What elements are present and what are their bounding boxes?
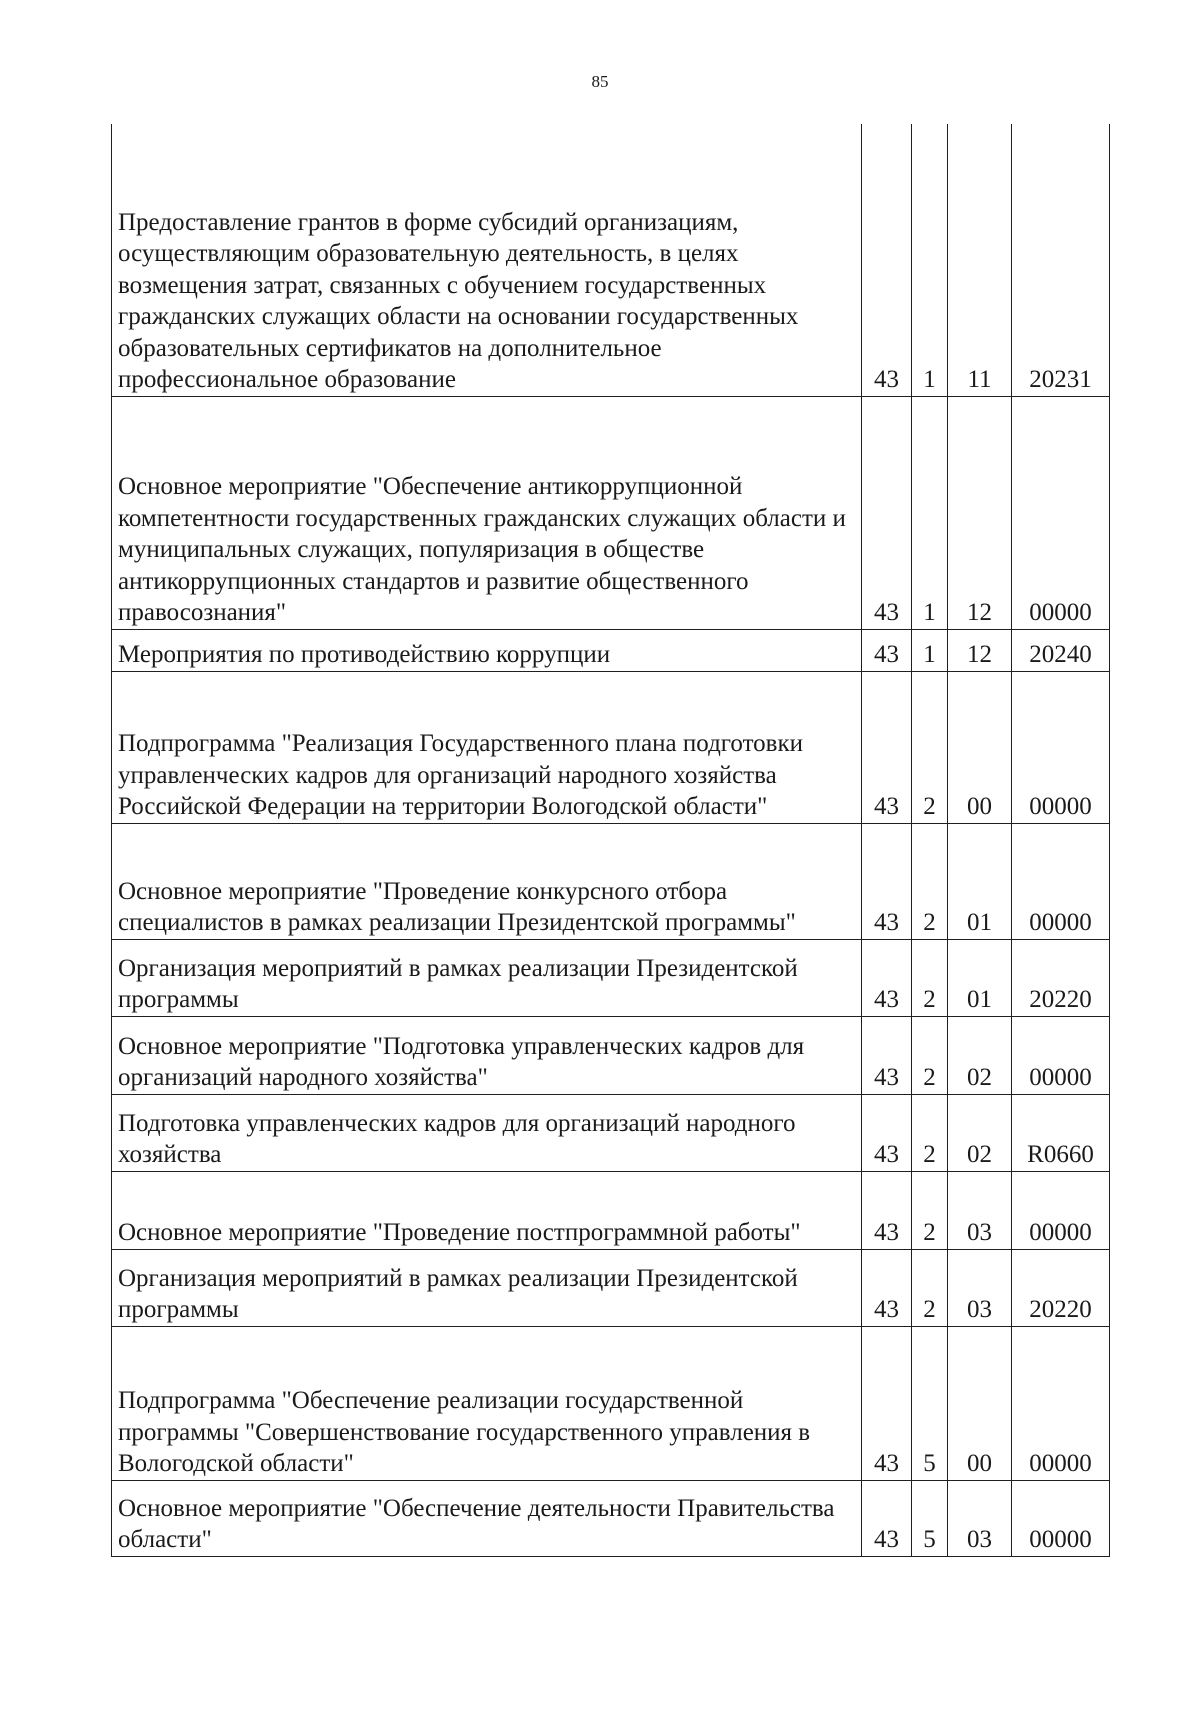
row-name-cell bbox=[112, 124, 862, 396]
code-direction: 20220 bbox=[1012, 1249, 1110, 1326]
row-name: Основное мероприятие "Обеспечение деятельности Правительства области" bbox=[118, 1494, 835, 1553]
row-name-cell bbox=[112, 823, 862, 939]
budget-classification-table bbox=[111, 124, 1110, 1557]
code-direction: 20240 bbox=[1012, 629, 1110, 671]
row-name-cell bbox=[112, 1016, 862, 1094]
code-program: 1 bbox=[912, 124, 948, 396]
row-name-cell bbox=[112, 1249, 862, 1326]
code-direction: 00000 bbox=[1012, 1326, 1110, 1480]
row-name: Подпрограмма "Реализация Государственного плана подготовки управленческих кадров для организаций народного хозяйства Российской Федерации на территории Вологодской области" bbox=[118, 730, 804, 820]
code-direction: 00000 bbox=[1012, 823, 1110, 939]
row-name-cell bbox=[112, 1480, 862, 1556]
table-row bbox=[112, 671, 1110, 823]
table-row bbox=[112, 1016, 1110, 1094]
code-program: 2 bbox=[912, 1094, 948, 1171]
row-name-cell bbox=[112, 396, 862, 629]
code-event: 12 bbox=[948, 396, 1012, 629]
code-program: 1 bbox=[912, 396, 948, 629]
row-name: Организация мероприятий в рамках реализации Президентской программы bbox=[118, 954, 798, 1013]
code-event: 00 bbox=[948, 671, 1012, 823]
code-program: 2 bbox=[912, 823, 948, 939]
row-name: Основное мероприятие "Проведение конкурсного отбора специалистов в рамках реализации Президентской программы" bbox=[118, 877, 796, 936]
row-name: Организация мероприятий в рамках реализации Президентской программы bbox=[118, 1264, 798, 1323]
table-row bbox=[112, 1171, 1110, 1249]
code-ministry: 43 bbox=[862, 1326, 912, 1480]
row-name-cell bbox=[112, 1094, 862, 1171]
row-name: Основное мероприятие "Подготовка управленческих кадров для организаций народного хозяйства" bbox=[118, 1032, 805, 1091]
code-event: 01 bbox=[948, 939, 1012, 1016]
code-ministry: 43 bbox=[862, 823, 912, 939]
code-program: 2 bbox=[912, 939, 948, 1016]
row-name: Мероприятия по противодействию коррупции bbox=[118, 641, 611, 668]
code-ministry: 43 bbox=[862, 1094, 912, 1171]
table-row bbox=[112, 629, 1110, 671]
code-direction: 20231 bbox=[1012, 124, 1110, 396]
code-ministry: 43 bbox=[862, 1249, 912, 1326]
code-event: 11 bbox=[948, 124, 1012, 396]
code-ministry: 43 bbox=[862, 396, 912, 629]
row-name-cell bbox=[112, 1171, 862, 1249]
row-name: Подготовка управленческих кадров для организаций народного хозяйства bbox=[118, 1109, 796, 1168]
code-direction: 00000 bbox=[1012, 396, 1110, 629]
table-row bbox=[112, 1326, 1110, 1480]
row-name-cell bbox=[112, 1326, 862, 1480]
table-row bbox=[112, 1480, 1110, 1556]
row-name-cell bbox=[112, 939, 862, 1016]
row-name: Основное мероприятие "Проведение постпрограммной работы" bbox=[118, 1219, 801, 1246]
code-event: 01 bbox=[948, 823, 1012, 939]
table-row bbox=[112, 124, 1110, 396]
code-event: 02 bbox=[948, 1094, 1012, 1171]
code-direction: 20220 bbox=[1012, 939, 1110, 1016]
code-ministry: 43 bbox=[862, 124, 912, 396]
row-name-cell bbox=[112, 671, 862, 823]
code-event: 00 bbox=[948, 1326, 1012, 1480]
table-row bbox=[112, 396, 1110, 629]
code-direction: 00000 bbox=[1012, 1480, 1110, 1556]
code-direction: 00000 bbox=[1012, 1171, 1110, 1249]
row-name: Предоставление грантов в форме субсидий организациям, осуществляющим образовательную деятельность, в целях возмещения затрат, связанных с обучением государственных гражданских служащих области на основании государственных образовательных сертификатов на дополнительное профессиональное образование bbox=[118, 208, 799, 393]
code-ministry: 43 bbox=[862, 1016, 912, 1094]
code-program: 2 bbox=[912, 671, 948, 823]
code-program: 5 bbox=[912, 1480, 948, 1556]
code-program: 5 bbox=[912, 1326, 948, 1480]
code-event: 02 bbox=[948, 1016, 1012, 1094]
row-name-cell bbox=[112, 629, 862, 671]
code-program: 2 bbox=[912, 1249, 948, 1326]
code-ministry: 43 bbox=[862, 629, 912, 671]
code-direction: 00000 bbox=[1012, 1016, 1110, 1094]
table-row bbox=[112, 1249, 1110, 1326]
row-name: Подпрограмма "Обеспечение реализации государственной программы "Совершенствование государственного управления в Вологодской области" bbox=[118, 1387, 811, 1477]
code-program: 1 bbox=[912, 629, 948, 671]
table-row bbox=[112, 823, 1110, 939]
code-ministry: 43 bbox=[862, 1480, 912, 1556]
code-ministry: 43 bbox=[862, 1171, 912, 1249]
code-event: 03 bbox=[948, 1480, 1012, 1556]
page-number: 85 bbox=[591, 72, 609, 91]
table-row bbox=[112, 939, 1110, 1016]
code-program: 2 bbox=[912, 1016, 948, 1094]
code-event: 12 bbox=[948, 629, 1012, 671]
code-ministry: 43 bbox=[862, 671, 912, 823]
code-ministry: 43 bbox=[862, 939, 912, 1016]
code-event: 03 bbox=[948, 1249, 1012, 1326]
table-row bbox=[112, 1094, 1110, 1171]
code-program: 2 bbox=[912, 1171, 948, 1249]
row-name: Основное мероприятие "Обеспечение антикоррупционной компетентности государственных гражданских служащих области и муниципальных служащих, популяризация в обществе антикоррупционных стандартов и развитие общественного правосознания" bbox=[118, 473, 846, 626]
code-event: 03 bbox=[948, 1171, 1012, 1249]
code-direction: R0660 bbox=[1012, 1094, 1110, 1171]
code-direction: 00000 bbox=[1012, 671, 1110, 823]
